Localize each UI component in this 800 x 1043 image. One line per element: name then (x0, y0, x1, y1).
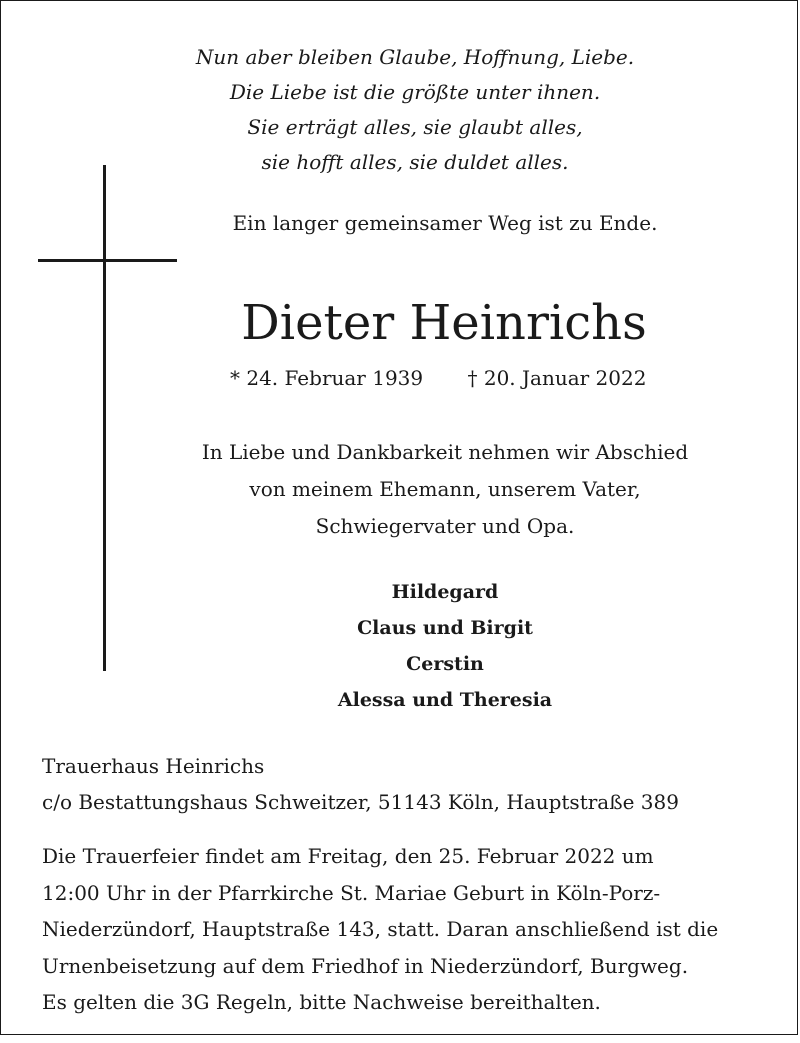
mourning-address (42, 748, 679, 820)
verse-line: Die Liebe ist die größte unter ihnen. (229, 80, 601, 104)
mourner: Claus und Birgit (357, 617, 533, 639)
cross-icon-bar (38, 259, 177, 262)
verse-line: Nun aber bleiben Glaube, Hoffnung, Liebe. (195, 45, 635, 69)
verse-line: Sie erträgt alles, sie glaubt alles, (247, 115, 583, 139)
mourner: Hildegard (391, 581, 499, 603)
farewell-line: In Liebe und Dankbarkeit nehmen wir Abschied (201, 440, 689, 464)
bible-verse (30, 40, 800, 180)
service-line: Urnenbeisetzung auf dem Friedhof in Niederzündorf, Burgweg. (42, 953, 689, 978)
service-line: Es gelten die 3G Regeln, bitte Nachweise bereithalten. (42, 990, 601, 1014)
service-line: Niederzündorf, Hauptstraße 143, statt. Daran anschließend ist die (42, 917, 719, 941)
address-line: c/o Bestattungshaus Schweitzer, 51143 Köln, Hauptstraße 389 (42, 790, 679, 814)
farewell-line: Schwiegervater und Opa. (315, 514, 575, 538)
mourners-list (60, 574, 800, 718)
service-line: 12:00 Uhr in der Pfarrkirche St. Mariae Geburt in Köln-Porz- (42, 880, 661, 905)
birth-date: * 24. Februar 1939 (230, 366, 424, 390)
service-line: Die Trauerfeier findet am Freitag, den 25. Februar 2022 um (42, 844, 654, 868)
mourner: Alessa und Theresia (337, 689, 553, 711)
farewell-line: von meinem Ehemann, unserem Vater, (249, 477, 641, 501)
address-line: Trauerhaus Heinrichs (42, 754, 265, 778)
verse-line: sie hofft alles, sie duldet alles. (261, 150, 569, 174)
life-dates (230, 366, 646, 390)
deceased-name: Dieter Heinrichs (241, 295, 647, 351)
death-date: † 20. Januar 2022 (467, 366, 647, 390)
mourner: Cerstin (406, 653, 484, 675)
service-info (42, 838, 718, 1021)
intro-line: Ein langer gemeinsamer Weg ist zu Ende. (232, 211, 658, 235)
farewell-text (60, 434, 800, 545)
